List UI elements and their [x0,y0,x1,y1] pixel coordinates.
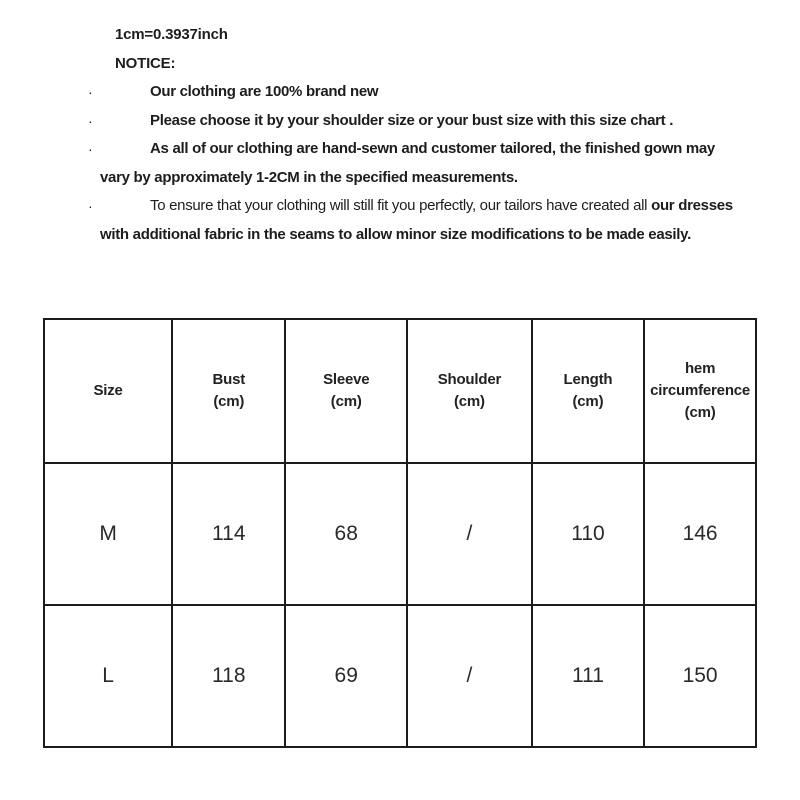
cell-shoulder: / [407,463,532,605]
notice-heading: NOTICE: [115,54,176,72]
size-chart-table [43,318,757,748]
cell-sleeve: 68 [285,463,407,605]
cell-size: L [44,605,172,747]
bullet-dot-icon: · [88,84,93,100]
notice-text-normal: To ensure that your clothing will still fit you perfectly, our tailors have created all [150,197,652,214]
cell-sleeve: 69 [285,605,407,747]
cell-size: M [44,463,172,605]
unit-conversion-note: 1cm=0.3937inch [115,26,228,43]
bullet-dot-icon: · [88,198,93,214]
notice-item-hand-sewn [0,135,800,192]
column-header-sleeve: Sleeve (cm) [285,319,407,463]
notice-block [0,21,800,249]
column-header-length: Length (cm) [532,319,644,463]
notice-text-bold: Please choose it by your shoulder size or your bust size with this size chart . [150,111,674,129]
cell-hem: 150 [644,605,756,747]
cell-length: 111 [532,605,644,747]
table-header-row [44,319,756,463]
cell-bust: 118 [172,605,285,747]
cell-hem: 146 [644,463,756,605]
notice-text-bold: As all of our clothing are hand-sewn and customer tailored, the finished gown may vary by approximately 1-2CM in the specified measurements. [100,140,715,186]
table-row-size-l [44,605,756,747]
column-header-shoulder: Shoulder (cm) [407,319,532,463]
notice-text-bold: our dresses with additional fabric in the seams to allow minor size modifications to be made easily. [100,197,733,243]
column-header-bust: Bust (cm) [172,319,285,463]
cell-length: 110 [532,463,644,605]
bullet-dot-icon: · [88,141,93,157]
table-row-size-m [44,463,756,605]
bullet-dot-icon: · [88,112,93,129]
notice-item-seam-allowance [0,192,800,249]
column-header-size: Size [44,319,172,463]
notice-text-bold: Our clothing are 100% brand new [150,83,379,100]
column-header-hem-circumference: hem circumference (cm) [644,319,756,463]
notice-item-choose-size [0,107,800,136]
cell-bust: 114 [172,463,285,605]
cell-shoulder: / [407,605,532,747]
notice-item-brand-new [0,78,800,107]
